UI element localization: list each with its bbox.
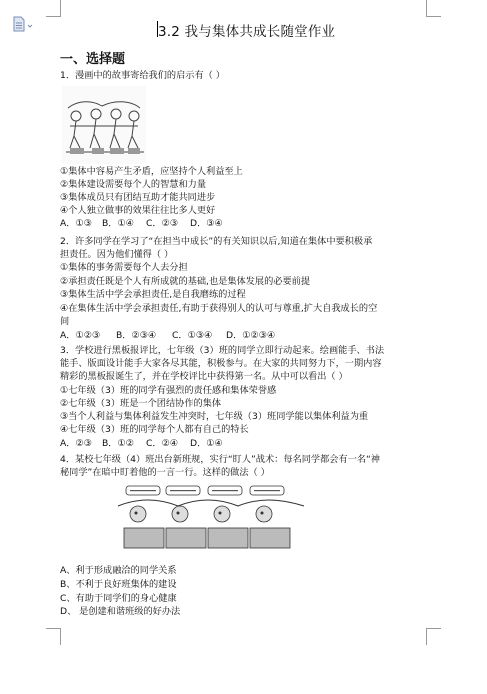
q2-stem-line-2: 担责任。因为他们懂得（ ）	[60, 249, 174, 260]
q3-option-4: ④七年级（3）班的同学每个人都有自己的特长	[60, 424, 249, 435]
q2-stem-line-1: 2．许多同学在学习了“在担当中成长”的有关知识以后,知道在集体中要积极承	[60, 236, 373, 247]
q1-choice-c[interactable]: C．②③	[146, 218, 179, 229]
q2-choice-a[interactable]: A．①②③	[60, 330, 101, 341]
q3-choice-d[interactable]: D．①④	[190, 438, 223, 449]
q4-option-c[interactable]: C、有助于同学们的身心健康	[60, 593, 177, 604]
q1-option-2: ②集体建设需要每个人的智慧和力量	[60, 179, 207, 190]
crop-mark-bottom-right	[426, 628, 441, 645]
q1-stem: 1．漫画中的故事寄给我们的启示有（ ）	[60, 70, 225, 81]
q4-option-d[interactable]: D、 是创建和谐班级的好办法	[60, 606, 181, 617]
q4-option-b[interactable]: B、不利于良好班集体的建设	[60, 579, 177, 590]
crop-mark-bottom-left	[46, 628, 61, 645]
q1-option-3: ③集体成员只有团结互助才能共同进步	[60, 192, 216, 203]
crop-mark-top-right	[426, 0, 441, 17]
document-title[interactable]: 3.2 我与集体共成长随堂作业	[158, 24, 336, 40]
q3-stem-line-1: 3．学校进行黑板报评比，七年级（3）班的同学立即行动起来。绘画能手、书法	[60, 345, 385, 356]
q1-choice-b[interactable]: B．①④	[102, 218, 134, 229]
q3-choice-b[interactable]: B．①②	[102, 438, 134, 449]
cartoon-image-q1	[62, 86, 146, 164]
q4-stem-line-1: 4．某校七年级（4）班出台新班规，实行“盯人”战术：每名同学都会有一名“神	[60, 454, 380, 465]
q2-option-4-cont: 间	[60, 316, 70, 327]
q1-option-4: ④个人独立做事的效果往往比多人更好	[60, 205, 216, 216]
q2-choices	[60, 330, 275, 341]
q2-option-4: ④在集体生活中学会承担责任,有助于获得别人的认可与尊重,扩大自我成长的空	[60, 303, 378, 314]
q3-stem-line-3: 精彩的黑板报诞生了，并在学校评比中获得第一名。从中可以看出（ ）	[60, 371, 348, 382]
q3-choice-c[interactable]: C．②④	[146, 438, 179, 449]
q2-choice-c[interactable]: C．①③④	[172, 330, 213, 341]
q2-choice-d[interactable]: D．①②③④	[226, 330, 276, 341]
q1-option-1: ①集体中容易产生矛盾，应坚持个人利益至上	[60, 166, 243, 177]
q3-choices	[60, 438, 223, 449]
q2-choice-b[interactable]: B．②③④	[116, 330, 157, 341]
q4-stem-line-2: 秘同学”在暗中盯着他的一言一行。这样的做法（ ）	[60, 467, 270, 478]
q1-choice-d[interactable]: D．③④	[190, 218, 223, 229]
q2-option-1: ①集体的事务需要每个人去分担	[60, 262, 188, 273]
q3-option-3: ③当个人利益与集体利益发生冲突时，七年级（3）班同学能以集体利益为重	[60, 411, 369, 422]
q3-option-1: ①七年级（3）班的同学有强烈的责任感和集体荣誉感	[60, 385, 277, 396]
q1-choices	[60, 218, 223, 229]
q1-choice-a[interactable]: A．①③	[60, 218, 92, 229]
q2-option-3: ③集体生活中学会承担责任,是自我磨练的过程	[60, 289, 246, 300]
crop-mark-top-left	[46, 0, 61, 17]
q3-choice-a[interactable]: A．②③	[60, 438, 92, 449]
section-heading: 一、选择题	[60, 52, 126, 67]
q4-option-a[interactable]: A、利于形成融洽的同学关系	[60, 565, 177, 576]
q3-stem-line-2: 能手、版面设计能手大家各尽其能，积极参与。在大家的共同努力下，一期内容	[60, 358, 382, 369]
q2-option-2: ②承担责任既是个人有所成就的基础,也是集体发展的必要前提	[60, 276, 311, 287]
q3-option-2: ②七年级（3）班是一个团结协作的集体	[60, 398, 222, 409]
cartoon-image-q4	[108, 484, 314, 552]
document-icon[interactable]	[12, 16, 34, 32]
